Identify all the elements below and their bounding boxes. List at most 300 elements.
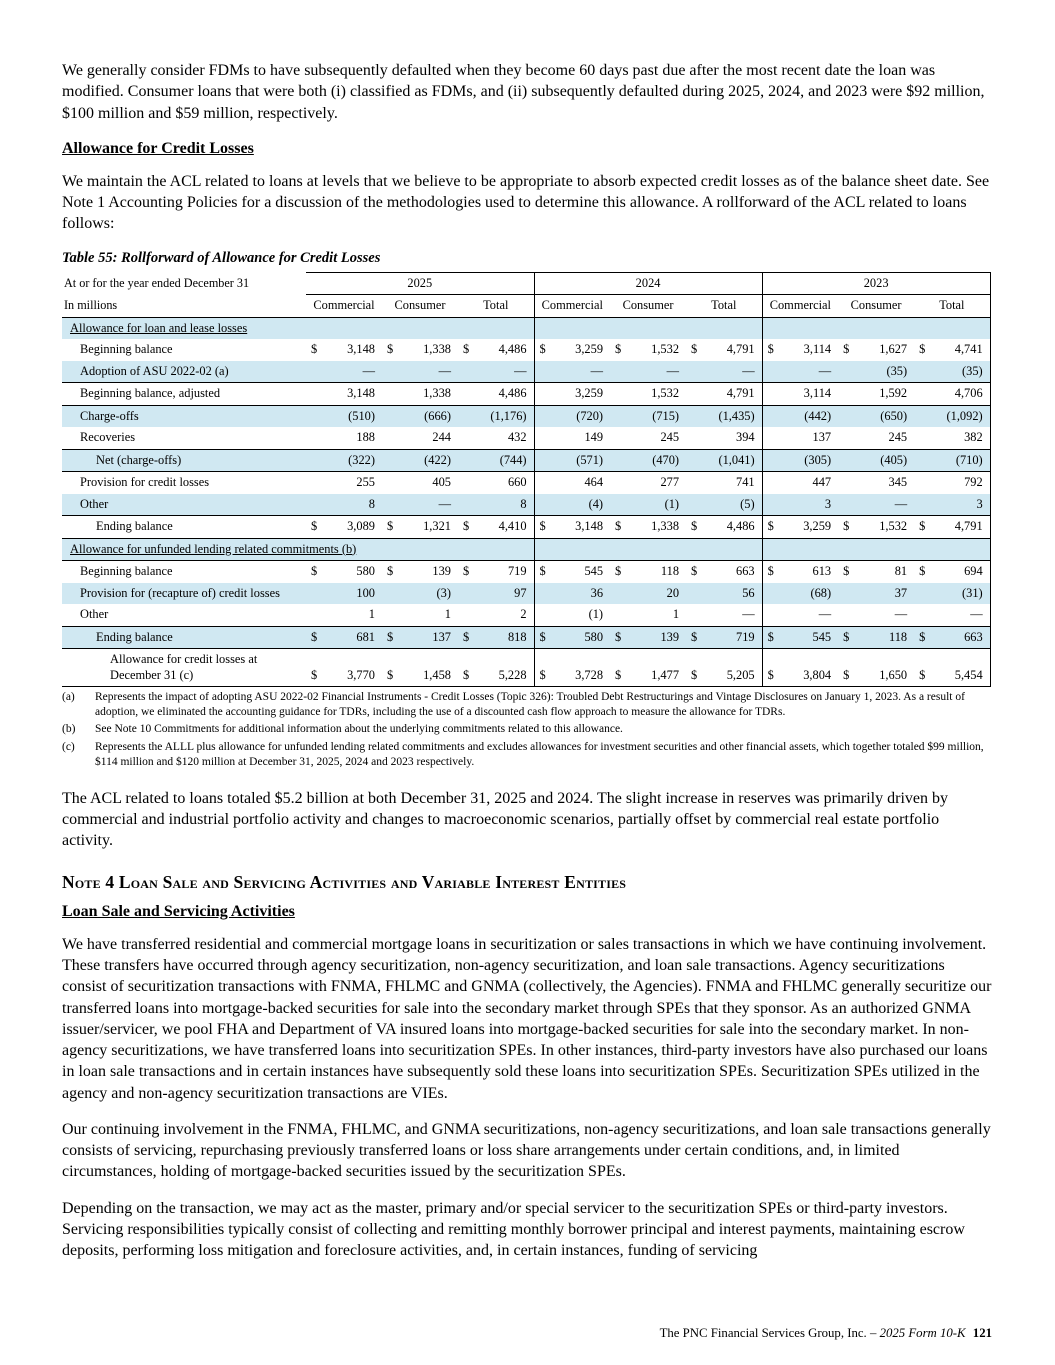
currency-symbol-cell — [838, 405, 853, 427]
value-cell: 613 — [777, 561, 838, 583]
value-cell: 1,338 — [625, 516, 686, 539]
value-cell: (571) — [549, 449, 610, 472]
currency-symbol-cell — [306, 583, 321, 605]
value-cell: 3,259 — [549, 383, 610, 406]
currency-symbol-cell — [610, 405, 625, 427]
value-cell: 818 — [473, 626, 534, 649]
value-cell: (1,092) — [929, 405, 990, 427]
currency-symbol-cell: $ — [762, 626, 777, 649]
empty-cell — [914, 538, 929, 561]
value-cell: 464 — [584, 475, 604, 490]
currency-symbol-cell — [686, 449, 701, 472]
value-cell: 1,477 — [625, 649, 686, 687]
value-cell: (1) — [588, 607, 604, 622]
value-cell: 405 — [432, 475, 451, 490]
currency-symbol-cell — [458, 427, 473, 449]
value-cell: 382 — [929, 427, 990, 449]
currency-symbol-cell — [382, 494, 397, 516]
table-period-label: At or for the year ended December 31 — [64, 275, 250, 290]
value-cell: 741 — [736, 475, 755, 490]
value-cell: 118 — [625, 561, 686, 583]
currency-symbol-cell: $ — [306, 626, 321, 649]
currency-symbol-cell: $ — [914, 626, 929, 649]
currency-symbol-cell — [686, 361, 701, 383]
value-cell: 3,114 — [777, 383, 838, 406]
value-cell: 719 — [473, 561, 534, 583]
empty-cell — [701, 317, 762, 339]
currency-symbol-cell: $ — [306, 561, 321, 583]
table-footnotes — [62, 690, 993, 770]
currency-symbol-cell — [914, 472, 929, 494]
currency-symbol-cell — [458, 472, 473, 494]
currency-symbol-cell: $ — [914, 649, 929, 687]
value-cell: 3,728 — [549, 649, 610, 687]
currency-symbol-cell — [610, 583, 625, 605]
empty-cell — [625, 317, 686, 339]
currency-symbol-cell: $ — [458, 626, 473, 649]
currency-symbol-cell — [534, 427, 549, 449]
currency-symbol-cell — [838, 361, 853, 383]
value-cell: — — [321, 361, 382, 383]
currency-symbol-cell — [306, 449, 321, 472]
currency-symbol-cell: $ — [762, 516, 777, 539]
currency-symbol-cell: $ — [610, 626, 625, 649]
currency-symbol-cell: $ — [838, 516, 853, 539]
table-subheader-row — [62, 295, 990, 318]
currency-symbol-cell — [458, 494, 473, 516]
value-cell: 4,791 — [929, 516, 990, 539]
value-cell: 1,532 — [625, 383, 686, 406]
column-header-consumer: Consumer — [382, 295, 458, 318]
value-cell: 4,706 — [929, 383, 990, 406]
currency-symbol-cell — [534, 405, 549, 427]
currency-symbol-cell: $ — [762, 339, 777, 361]
footnote-item — [62, 740, 993, 770]
currency-symbol-cell — [838, 383, 853, 406]
table-section-row — [62, 538, 990, 561]
currency-symbol-cell — [686, 494, 701, 516]
value-cell: 3 — [777, 494, 838, 516]
value-cell: 3,089 — [321, 516, 382, 539]
empty-cell — [838, 538, 853, 561]
value-cell: (4) — [549, 494, 610, 516]
currency-symbol-cell — [838, 494, 853, 516]
footer-company-name: The PNC Financial Services Group, Inc. – — [659, 1326, 877, 1340]
empty-cell — [838, 317, 853, 339]
value-cell: 100 — [321, 583, 382, 605]
value-cell: 545 — [777, 626, 838, 649]
value-cell: 3,148 — [549, 516, 610, 539]
footnote-marker: (c) — [62, 740, 75, 753]
currency-symbol-cell — [838, 604, 853, 626]
currency-symbol-cell — [306, 604, 321, 626]
currency-symbol-cell — [686, 427, 701, 449]
value-cell: — — [549, 361, 610, 383]
column-header-total: Total — [458, 295, 534, 318]
value-cell: (650) — [853, 405, 914, 427]
currency-symbol-cell — [458, 405, 473, 427]
value-cell: 277 — [660, 475, 680, 490]
allowance-rollforward-table — [62, 272, 991, 688]
value-cell: 97 — [473, 583, 534, 605]
row-label: Other — [62, 494, 306, 516]
value-cell: (442) — [777, 405, 838, 427]
value-cell: 1,532 — [651, 342, 680, 357]
currency-symbol-cell — [458, 583, 473, 605]
value-cell: 1,592 — [853, 383, 914, 406]
value-cell: 1,650 — [853, 649, 914, 687]
value-cell: 1 — [444, 607, 451, 622]
footnote-item — [62, 690, 993, 720]
currency-symbol-cell: $ — [686, 561, 701, 583]
empty-cell — [701, 538, 762, 561]
currency-symbol-cell: $ — [919, 342, 926, 357]
currency-symbol-cell: $ — [838, 626, 853, 649]
value-cell: 580 — [321, 561, 382, 583]
currency-symbol-cell — [382, 449, 397, 472]
footnote-marker: (b) — [62, 723, 76, 736]
currency-symbol-cell — [914, 427, 929, 449]
value-cell: — — [701, 361, 762, 383]
value-cell: 681 — [321, 626, 382, 649]
value-cell: 1,627 — [879, 342, 908, 357]
paragraph-acl-summary: The ACL related to loans totaled $5.2 billion at both December 31, 2025 and 2024. The slight increase in reserves was primarily driven by commercial and industrial portfolio activity and changes to macroeconomic scenarios, partially offset by commercial real estate portfolio activity. — [62, 789, 948, 850]
table-data-row — [62, 583, 990, 605]
value-cell: (305) — [777, 449, 838, 472]
currency-symbol-cell — [838, 427, 853, 449]
value-cell: 694 — [929, 561, 990, 583]
value-cell: 1 — [368, 607, 375, 622]
empty-cell — [929, 538, 990, 561]
value-cell: 432 — [507, 430, 527, 445]
currency-symbol-cell — [534, 449, 549, 472]
column-header-commercial: Commercial — [762, 295, 838, 318]
value-cell: 3,259 — [575, 342, 604, 357]
value-cell: 3,148 — [347, 342, 375, 357]
currency-symbol-cell — [914, 494, 929, 516]
currency-symbol-cell — [762, 494, 777, 516]
value-cell: 394 — [736, 430, 755, 445]
currency-symbol-cell — [382, 583, 397, 605]
page-footer — [660, 1326, 992, 1341]
footnote-item — [62, 722, 993, 737]
row-label: Provision for credit losses — [80, 475, 210, 490]
currency-symbol-cell: $ — [463, 342, 470, 357]
currency-symbol-cell — [458, 361, 473, 383]
value-cell: 3,770 — [321, 649, 382, 687]
currency-symbol-cell: $ — [534, 626, 549, 649]
empty-cell — [686, 317, 701, 339]
footnote-text: Represents the ALLL plus allowance for unfunded lending related commitments and excludes allowances for investment securities and other financial assets, which together totaled $99 million, $114 million and $120 million at December 31, 2025, 2024 and 2023 respectively. — [95, 740, 984, 768]
currency-symbol-cell — [762, 472, 777, 494]
value-cell: 792 — [929, 472, 990, 494]
year-column-2025: 2025 — [306, 272, 534, 295]
column-header-total: Total — [914, 295, 990, 318]
value-cell: — — [818, 607, 832, 622]
currency-symbol-cell: $ — [382, 516, 397, 539]
value-cell: 118 — [853, 626, 914, 649]
currency-symbol-cell — [306, 494, 321, 516]
empty-cell — [853, 317, 914, 339]
value-cell: 1,338 — [397, 383, 458, 406]
table-data-row — [62, 361, 990, 383]
table-section-label: Allowance for unfunded lending related commitments (b) — [70, 541, 357, 556]
value-cell: 5,454 — [929, 649, 990, 687]
currency-symbol-cell: $ — [843, 342, 850, 357]
currency-symbol-cell: $ — [382, 561, 397, 583]
value-cell: (31) — [929, 583, 990, 605]
currency-symbol-cell: $ — [306, 649, 321, 687]
value-cell: — — [894, 607, 908, 622]
footer-form-name: 2025 Form 10-K — [879, 1326, 966, 1340]
empty-cell — [762, 317, 777, 339]
value-cell: 137 — [812, 430, 832, 445]
currency-symbol-cell — [382, 383, 397, 406]
table-data-row — [62, 561, 990, 583]
paragraph-note4-1: We have transferred residential and commercial mortgage loans in securitization or sales transactions in which we have continuing involvement. These transfers have occurred through agency securitization, non-agency securitization, and loan sale transactions. Agency securitizations consist of securitization transactions with FNMA, FHLMC and GNMA (collectively, the Agencies). FNMA and FHLMC generally securitize our transferred loans into mortgage-backed securities for sale into the secondary market through SPEs that they sponsor. As an authorized GNMA issuer/servicer, we pool FHA and Department of VA insured loans into mortgage-backed securities for sale into the secondary market. In non-agency securitizations, we have transferred loans into securitization SPEs. In other instances, third-party investors have also purchased our loans in loan sale transactions and in certain instances have subsequently sold these loans into securitization SPEs. Securitization SPEs utilized in the agency and non-agency securitization transactions are VIEs. — [62, 935, 992, 1102]
value-cell: 1,532 — [853, 516, 914, 539]
currency-symbol-cell — [610, 449, 625, 472]
currency-symbol-cell — [306, 361, 321, 383]
year-column-2024: 2024 — [534, 272, 762, 295]
empty-cell — [534, 538, 549, 561]
row-label: Beginning balance — [62, 561, 306, 583]
paragraph-note4-3: Depending on the transaction, we may act as the master, primary and/or special servicer to the securitization SPEs or third-party investors. Servicing responsibilities typically consist of collecting and remitting monthly borrower principal and interest payments, maintaining escrow deposits, performing loss mitigation and foreclosure activities, and, in certain instances, funding of servicing — [62, 1199, 965, 1260]
table-data-row — [62, 472, 990, 494]
value-cell: (720) — [549, 405, 610, 427]
table-data-row — [62, 626, 990, 649]
row-label: Beginning balance — [80, 342, 173, 357]
empty-cell — [625, 538, 686, 561]
currency-symbol-cell: $ — [382, 649, 397, 687]
currency-symbol-cell: $ — [838, 561, 853, 583]
empty-cell — [686, 538, 701, 561]
value-cell: — — [929, 604, 990, 626]
table-data-row — [62, 405, 990, 427]
currency-symbol-cell — [838, 449, 853, 472]
footnote-text: See Note 10 Commitments for additional information about the underlying commitments related to this allowance. — [95, 723, 623, 736]
currency-symbol-cell: $ — [306, 516, 321, 539]
currency-symbol-cell — [306, 427, 321, 449]
currency-symbol-cell: $ — [458, 649, 473, 687]
currency-symbol-cell: $ — [762, 561, 777, 583]
currency-symbol-cell — [534, 361, 549, 383]
table-data-row — [62, 383, 990, 406]
currency-symbol-cell — [914, 361, 929, 383]
row-label: Ending balance — [62, 626, 306, 649]
value-cell: 188 — [356, 430, 375, 445]
currency-symbol-cell — [762, 427, 777, 449]
value-cell: (3) — [397, 583, 458, 605]
empty-cell — [777, 538, 838, 561]
currency-symbol-cell — [610, 383, 625, 406]
currency-symbol-cell — [534, 494, 549, 516]
value-cell: 244 — [432, 430, 451, 445]
column-header-total: Total — [686, 295, 762, 318]
value-cell: 8 — [473, 494, 534, 516]
currency-symbol-cell: $ — [686, 516, 701, 539]
footnote-marker: (a) — [62, 691, 75, 704]
value-cell: 1 — [672, 607, 680, 622]
column-header-commercial: Commercial — [306, 295, 382, 318]
value-cell: 149 — [584, 430, 604, 445]
footnote-text: Represents the impact of adopting ASU 2022-02 Financial Instruments - Credit Losses (Topic 326): Troubled Debt Restructurings and Vintage Disclosures on January 1, 2023. As a result of adoption, we eliminated the accounting guidance for TDRs, including the use of a discounted cash flow approach to measure the allowance for TDRs. — [95, 691, 965, 719]
value-cell: — — [853, 494, 914, 516]
currency-symbol-cell: $ — [534, 339, 549, 361]
table-data-row — [62, 427, 990, 449]
currency-symbol-cell — [686, 383, 701, 406]
empty-cell — [549, 317, 610, 339]
value-cell: (322) — [321, 449, 382, 472]
value-cell: 137 — [397, 626, 458, 649]
currency-symbol-cell — [610, 361, 625, 383]
currency-symbol-cell: $ — [686, 626, 701, 649]
empty-cell — [929, 317, 990, 339]
value-cell: (35) — [929, 361, 990, 383]
table-data-row — [62, 604, 990, 626]
value-cell: 580 — [549, 626, 610, 649]
value-cell: — — [625, 361, 686, 383]
value-cell: 660 — [507, 475, 527, 490]
currency-symbol-cell: $ — [914, 561, 929, 583]
value-cell: 3,114 — [803, 342, 832, 357]
value-cell: 4,791 — [701, 383, 762, 406]
value-cell: 4,791 — [726, 342, 755, 357]
currency-symbol-cell: $ — [762, 649, 777, 687]
currency-symbol-cell — [914, 449, 929, 472]
value-cell: (510) — [321, 405, 382, 427]
empty-cell — [610, 317, 625, 339]
currency-symbol-cell: $ — [387, 342, 394, 357]
currency-symbol-cell — [458, 449, 473, 472]
value-cell: 3,804 — [777, 649, 838, 687]
currency-symbol-cell — [838, 583, 853, 605]
value-cell: 4,486 — [473, 383, 534, 406]
value-cell: — — [742, 607, 755, 622]
value-cell: 719 — [701, 626, 762, 649]
currency-symbol-cell: $ — [914, 516, 929, 539]
currency-symbol-cell: $ — [534, 516, 549, 539]
currency-symbol-cell: $ — [838, 649, 853, 687]
value-cell: 4,486 — [498, 342, 527, 357]
currency-symbol-cell — [762, 361, 777, 383]
row-label: Provision for (recapture of) credit losses — [62, 583, 306, 605]
value-cell: 1,321 — [397, 516, 458, 539]
currency-symbol-cell: $ — [382, 626, 397, 649]
value-cell: (470) — [625, 449, 686, 472]
value-cell: 1,338 — [423, 342, 451, 357]
value-cell: 81 — [853, 561, 914, 583]
empty-cell — [534, 317, 549, 339]
value-cell: — — [777, 361, 838, 383]
heading-loan-sale-servicing: Loan Sale and Servicing Activities — [62, 902, 295, 920]
currency-symbol-cell — [686, 604, 701, 626]
in-millions-label: In millions — [62, 295, 306, 318]
table-data-row — [62, 494, 990, 516]
value-cell: (422) — [397, 449, 458, 472]
value-cell: 663 — [929, 626, 990, 649]
value-cell: (744) — [473, 449, 534, 472]
value-cell: (68) — [777, 583, 838, 605]
currency-symbol-cell — [610, 472, 625, 494]
value-cell: (1) — [625, 494, 686, 516]
row-label: Recoveries — [80, 430, 136, 445]
empty-cell — [777, 317, 838, 339]
currency-symbol-cell: $ — [615, 342, 622, 357]
value-cell: 663 — [701, 561, 762, 583]
row-label: Beginning balance, adjusted — [62, 383, 306, 406]
column-header-consumer: Consumer — [610, 295, 686, 318]
value-cell: 37 — [853, 583, 914, 605]
currency-symbol-cell — [306, 405, 321, 427]
year-column-2023: 2023 — [762, 272, 990, 295]
value-cell: 3 — [929, 494, 990, 516]
paragraph-acl-intro: We maintain the ACL related to loans at levels that we believe to be appropriate to absorb expected credit losses as of the balance sheet date. See Note 1 Accounting Policies for a discussion of the methodologies used to determine this allowance. A rollforward of the ACL related to loans follows: — [62, 172, 990, 233]
value-cell: 139 — [397, 561, 458, 583]
column-header-consumer: Consumer — [838, 295, 914, 318]
currency-symbol-cell — [534, 583, 549, 605]
currency-symbol-cell: $ — [458, 561, 473, 583]
currency-symbol-cell: $ — [610, 561, 625, 583]
row-label: Other — [80, 607, 109, 622]
currency-symbol-cell — [306, 383, 321, 406]
currency-symbol-cell — [458, 383, 473, 406]
currency-symbol-cell — [762, 449, 777, 472]
table-section-label: Allowance for loan and lease losses — [70, 320, 248, 335]
value-cell: (710) — [929, 449, 990, 472]
currency-symbol-cell — [762, 583, 777, 605]
paragraph-note4-2: Our continuing involvement in the FNMA, FHLMC, and GNMA securitizations, non-agency securitizations, and loan sale transactions generally consists of servicing, repurchasing previously transferred loans or loss share arrangements under certain conditions, and, in limited circumstances, holding of mortgage-backed securities issued by the securitization SPEs. — [62, 1120, 991, 1181]
currency-symbol-cell — [914, 383, 929, 406]
currency-symbol-cell — [914, 583, 929, 605]
currency-symbol-cell: $ — [534, 649, 549, 687]
value-cell: 245 — [660, 430, 680, 445]
empty-cell — [549, 538, 610, 561]
row-label: Charge-offs — [62, 405, 306, 427]
currency-symbol-cell — [914, 405, 929, 427]
currency-symbol-cell — [610, 494, 625, 516]
currency-symbol-cell — [610, 427, 625, 449]
value-cell: 4,486 — [701, 516, 762, 539]
value-cell: 4,741 — [929, 339, 990, 361]
value-cell: 139 — [625, 626, 686, 649]
currency-symbol-cell — [762, 383, 777, 406]
empty-cell — [610, 538, 625, 561]
value-cell: 5,228 — [473, 649, 534, 687]
value-cell: 5,205 — [701, 649, 762, 687]
row-label: Allowance for credit losses at December 31 (c) — [62, 649, 306, 687]
value-cell: 255 — [356, 475, 375, 490]
currency-symbol-cell — [762, 604, 777, 626]
currency-symbol-cell — [534, 383, 549, 406]
value-cell: 345 — [888, 475, 908, 490]
value-cell: 3,259 — [777, 516, 838, 539]
table-55-title: Table 55: Rollforward of Allowance for Credit Losses — [62, 249, 381, 266]
value-cell: 545 — [549, 561, 610, 583]
currency-symbol-cell — [458, 604, 473, 626]
currency-symbol-cell — [686, 583, 701, 605]
value-cell: — — [397, 361, 458, 383]
value-cell: — — [397, 494, 458, 516]
currency-symbol-cell — [382, 361, 397, 383]
row-label: Adoption of ASU 2022-02 (a) — [62, 361, 306, 383]
value-cell: (715) — [625, 405, 686, 427]
value-cell: 20 — [625, 583, 686, 605]
empty-cell — [914, 317, 929, 339]
value-cell: 2 — [520, 607, 527, 622]
value-cell: — — [473, 361, 534, 383]
currency-symbol-cell — [534, 472, 549, 494]
